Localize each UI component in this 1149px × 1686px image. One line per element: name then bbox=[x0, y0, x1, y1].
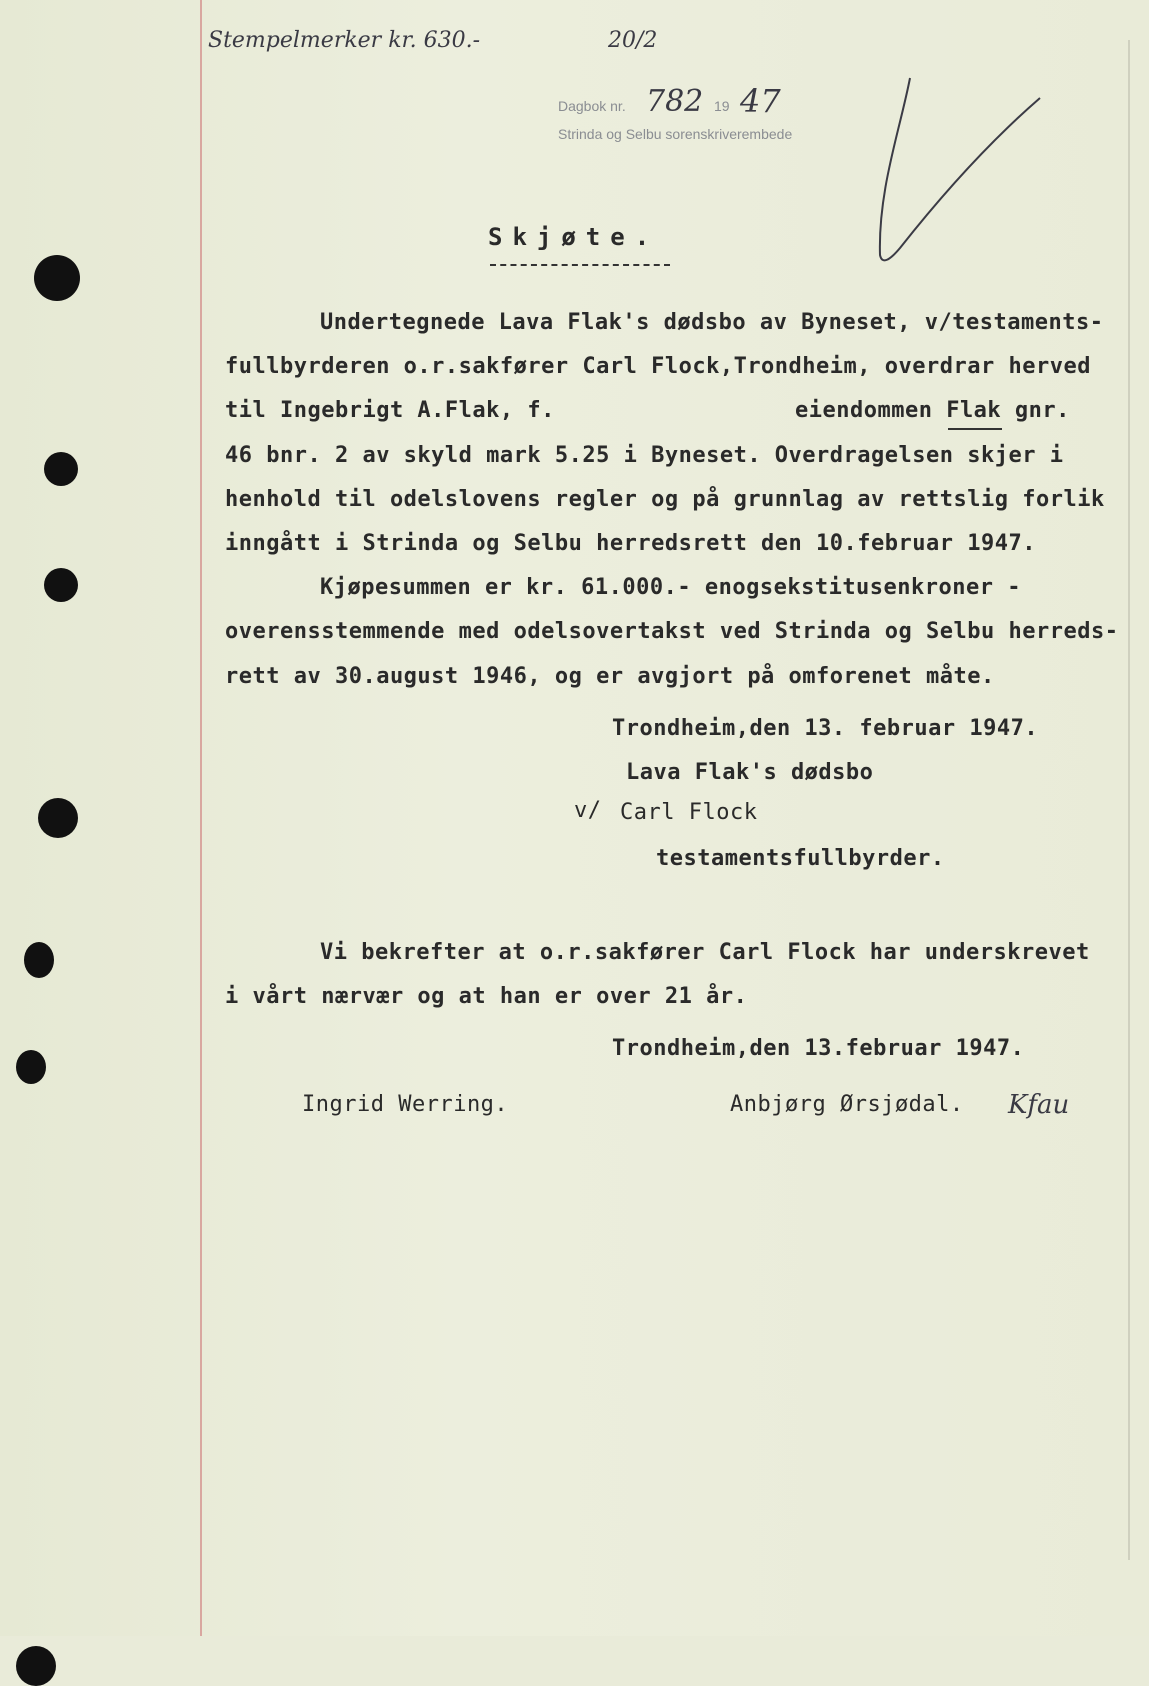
witness-1: Ingrid Werring. bbox=[302, 1092, 509, 1117]
body-line: Kjøpesummen er kr. 61.000.- enogsekstitusenkroner - bbox=[320, 575, 1022, 600]
journal-number: 782 bbox=[646, 84, 704, 119]
witness-line: Vi bekrefter at o.r.sakfører Carl Flock har underskrevet bbox=[320, 940, 1090, 965]
red-margin-line bbox=[200, 0, 202, 1636]
binder-hole bbox=[44, 452, 78, 486]
body-line: til Ingebrigt A.Flak, f. bbox=[225, 398, 555, 423]
office-stamp: Strinda og Selbu sorenskriverembede bbox=[558, 126, 793, 142]
title-underline bbox=[490, 264, 670, 266]
body-line: eiendommen Flak gnr. bbox=[795, 398, 1070, 423]
body-line: rett av 30.august 1946, og er avgjort på omforenet måte. bbox=[225, 664, 995, 689]
binder-hole bbox=[38, 798, 78, 838]
body-line: Undertegnede Lava Flak's dødsbo av Byneset, v/testaments- bbox=[320, 310, 1104, 335]
binder-hole bbox=[34, 255, 80, 301]
stamp-fee-note: Stempelmerker kr. 630.- bbox=[208, 28, 481, 53]
document-title: Skjøte. bbox=[488, 223, 660, 251]
binder-hole bbox=[44, 568, 78, 602]
via-prefix: v/ bbox=[574, 798, 602, 823]
body-line: inngått i Strinda og Selbu herredsrett den 10.februar 1947. bbox=[225, 531, 1036, 556]
initials: Kfau bbox=[1008, 1090, 1070, 1120]
body-line: 46 bnr. 2 av skyld mark 5.25 i Byneset. Overdragelsen skjer i bbox=[225, 443, 1064, 468]
check-mark-icon bbox=[870, 70, 1050, 270]
flak-underline bbox=[948, 428, 1002, 430]
signer-role: testamentsfullbyrder. bbox=[656, 846, 945, 871]
binder-hole bbox=[16, 1646, 56, 1686]
body-line: overensstemmende med odelsovertakst ved Strinda og Selbu herreds- bbox=[225, 619, 1119, 644]
witness-2: Anbjørg Ørsjødal. bbox=[730, 1092, 964, 1117]
signer-name: Carl Flock bbox=[620, 800, 758, 825]
witness-line: i vårt nærvær og at han er over 21 år. bbox=[225, 984, 748, 1009]
body-line: henhold til odelslovens regler og på grunnlag av rettslig forlik bbox=[225, 487, 1105, 512]
estate-name: Lava Flak's dødsbo bbox=[626, 760, 874, 785]
journal-stamp-label: Dagbok nr. bbox=[558, 98, 626, 114]
page-edge-line bbox=[1128, 40, 1130, 1560]
date-note: 20/2 bbox=[608, 28, 658, 53]
place-date: Trondheim,den 13. februar 1947. bbox=[612, 716, 1039, 741]
journal-year: 47 bbox=[740, 82, 781, 120]
binder-hole bbox=[16, 1050, 46, 1084]
witness-place-date: Trondheim,den 13.februar 1947. bbox=[612, 1036, 1025, 1061]
binder-hole bbox=[24, 942, 54, 978]
body-line: fullbyrderen o.r.sakfører Carl Flock,Trondheim, overdrar herved bbox=[225, 354, 1091, 379]
journal-year-prefix: 19 bbox=[714, 98, 730, 114]
